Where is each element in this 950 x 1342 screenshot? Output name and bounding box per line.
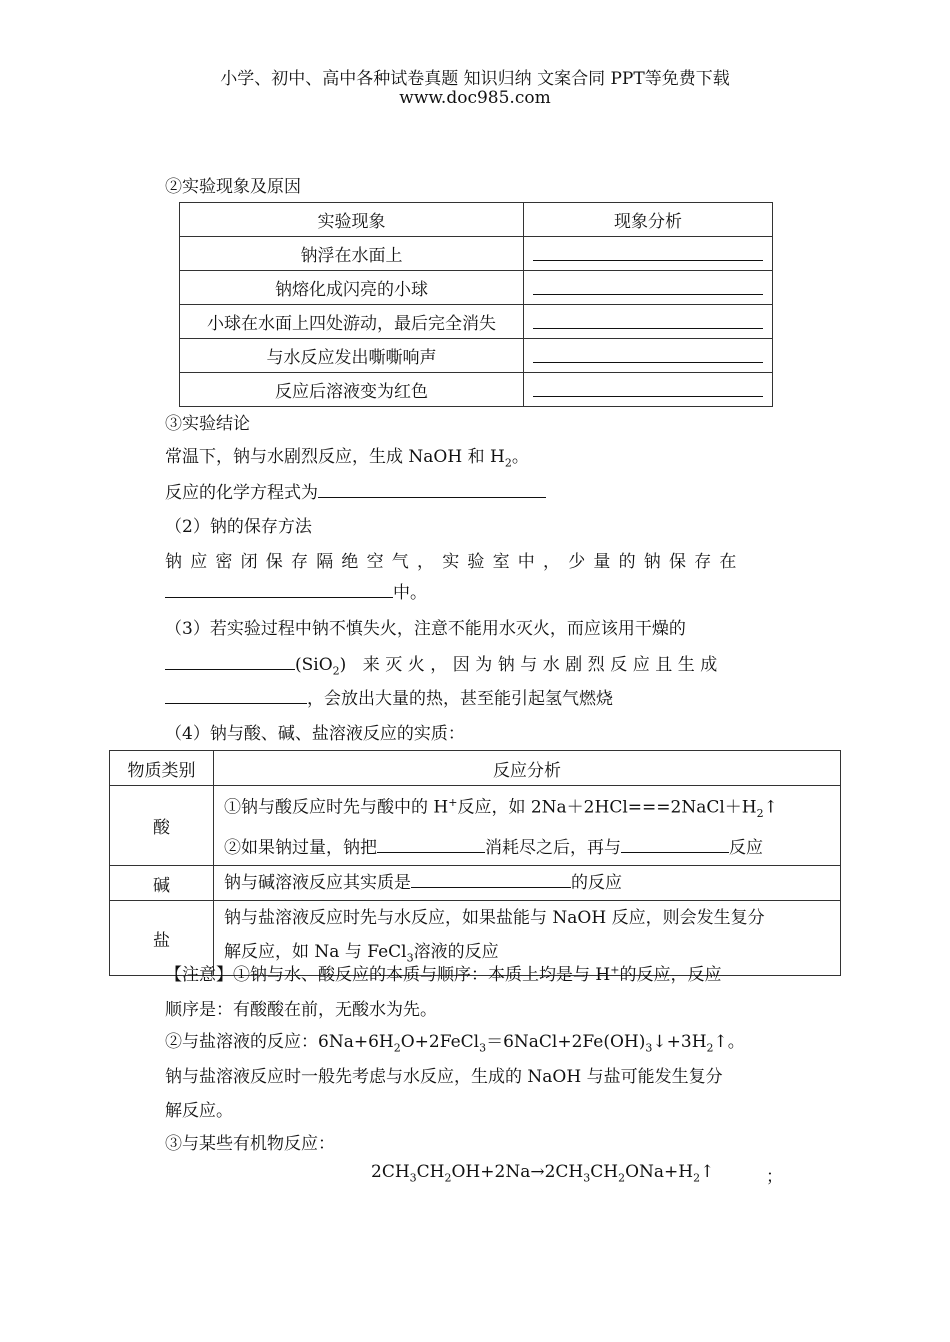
essence-title: （4）钠与酸、碱、盐溶液反应的实质： <box>165 724 465 744</box>
analysis-blank <box>524 305 773 339</box>
note-4-title: ③与某些有机物反应： <box>165 1134 335 1154</box>
note-3-line-2: 解反应。 <box>165 1101 233 1121</box>
table-row <box>180 271 773 305</box>
fire-line-3: ，会放出大量的热，甚至能引起氢气燃烧 <box>165 684 613 709</box>
storage-text: 钠应密闭保存隔绝空气，实验室中，少量的钠保存在 <box>165 552 745 572</box>
organic-equation: $2CH_3CH_2OH+2Na\to 2CH_3CH_2ONa+H_2↑$ <box>371 1162 715 1185</box>
note-1-line-2: 顺序是：有酸酸在前，无酸水为先。 <box>165 1000 437 1020</box>
salt-line-1: 钠与盐溶液反应时先与水反应，如果盐能与 NaOH 反应，则会发生复分 <box>224 908 765 929</box>
table-header-row <box>180 203 773 237</box>
category-acid: 酸 <box>110 786 214 866</box>
page-header-title: 小学、初中、高中各种试卷真题 知识归纳 文案合同 PPT等免费下载 <box>220 69 730 89</box>
header-cell: 现象分析 <box>524 203 773 237</box>
acid-line-1: ①钠与酸反应时先与酸中的 H+反应，如 $2Na+2HCl===2NaCl+H_2↑$ <box>224 796 778 821</box>
analysis-blank <box>524 237 773 271</box>
table-row <box>180 339 773 373</box>
header-cell: 实验现象 <box>180 203 524 237</box>
acid-analysis <box>214 786 841 866</box>
phenomenon-cell: 钠熔化成闪亮的小球 <box>180 271 524 305</box>
fire-line-2: (SiO$_2$) 来灭火，因为钠与水剧烈反应且生成 <box>165 650 723 677</box>
table-row <box>110 786 841 866</box>
equation-prompt: 反应的化学方程式为 <box>165 478 546 503</box>
storage-title: （2）钠的保存方法 <box>165 517 312 537</box>
table-row <box>180 373 773 407</box>
conclusion-title: ③实验结论 <box>165 414 250 434</box>
essence-table <box>109 750 841 976</box>
fire-line-1: （3）若实验过程中钠不慎失火，注意不能用水灭火，而应该用干燥的 <box>165 619 686 639</box>
phenomenon-cell: 与水反应发出嘶嘶响声 <box>180 339 524 373</box>
analysis-blank <box>524 271 773 305</box>
analysis-blank <box>524 373 773 407</box>
category-salt: 盐 <box>110 901 214 976</box>
phenomenon-cell: 钠浮在水面上 <box>180 237 524 271</box>
phenomena-table <box>179 202 773 407</box>
note-2: ②与盐溶液的反应：$6Na+6H_2O+2FeCl_3=6NaCl+2Fe(OH)_3↓+3H_2↑$。 <box>165 1032 745 1055</box>
equation-semicolon: ； <box>766 1167 783 1187</box>
analysis-blank <box>524 339 773 373</box>
header-cell: 反应分析 <box>214 751 841 786</box>
phenomena-title: ②实验现象及原因 <box>165 177 301 197</box>
phenomenon-cell: 反应后溶液变为红色 <box>180 373 524 407</box>
base-analysis: 钠与碱溶液反应其实质是 的反应 <box>214 866 841 901</box>
table-row <box>180 305 773 339</box>
acid-line-2: ②如果钠过量，钠把 消耗尽之后，再与 反应 <box>224 831 840 865</box>
table-row <box>110 866 841 901</box>
storage-blank-line: 中。 <box>165 578 427 603</box>
category-base: 碱 <box>110 866 214 901</box>
phenomenon-cell: 小球在水面上四处游动，最后完全消失 <box>180 305 524 339</box>
note-3-line-1: 钠与盐溶液反应时一般先考虑与水反应，生成的 NaOH 与盐可能发生复分 <box>165 1067 723 1087</box>
salt-line-2: 解反应，如 Na 与 FeCl$_3$溶液的反应 <box>224 942 499 965</box>
conclusion-text: 常温下，钠与水剧烈反应，生成 NaOH 和 $H_2$。 <box>165 447 529 470</box>
table-row <box>180 237 773 271</box>
page-header-url: www.doc985.com <box>399 88 551 108</box>
table-header-row <box>110 751 841 786</box>
header-cell: 物质类别 <box>110 751 214 786</box>
note-1: 【注意】①钠与水、酸反应的本质与顺序：本质上均是与 H+的反应，反应 <box>165 963 722 985</box>
